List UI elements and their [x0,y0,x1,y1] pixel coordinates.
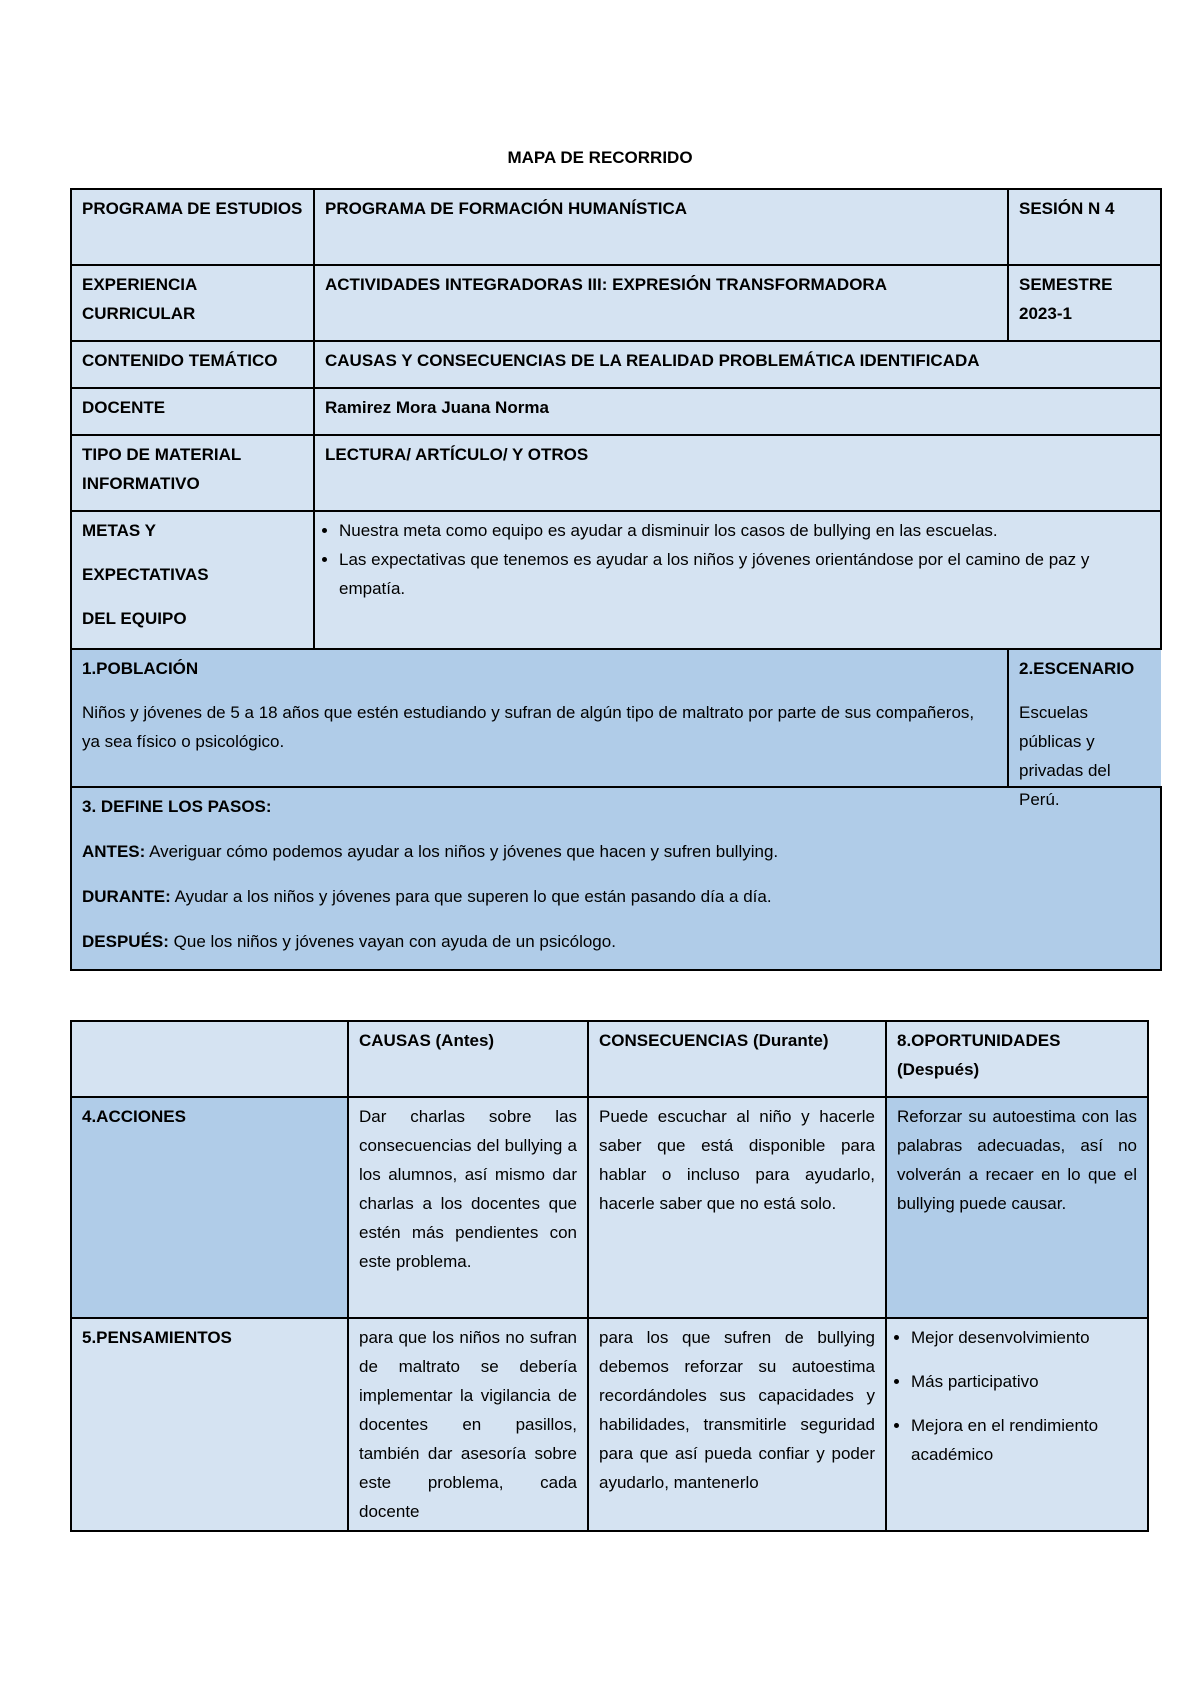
semestre-value: 2023-1 [1019,304,1072,323]
paso-durante: DURANTE: Ayudar a los niños y jóvenes para que superen lo que están pasando día a día. [82,887,772,906]
sesion-value: SESIÓN N 4 [1008,189,1161,265]
programa-label: PROGRAMA DE ESTUDIOS [71,189,314,265]
metas-label-line-1: METAS Y [82,521,156,540]
poblacion-label: 1.POBLACIÓN [82,659,199,678]
pasos-label: 3. DEFINE LOS PASOS: [82,797,272,816]
pensamientos-consecuencias: para los que sufren de bullying debemos reforzar su autoestima recordándoles sus capacidades y habilidades, transmitirle seguridad para que así pueda confiar y poder ayudarlo, mantenerlo [588,1318,886,1531]
oportunidad-item: • Más participativo [911,1367,1137,1396]
contenido-value: CAUSAS Y CONSECUENCIAS DE LA REALIDAD PROBLEMÁTICA IDENTIFICADA [314,341,1161,388]
escenario-text: Escuelas públicas y privadas del Perú. [1019,703,1111,809]
metas-label [71,511,314,649]
metas-item: • Las expectativas que tenemos es ayudar a los niños y jóvenes orientándose por el camino de paz y empatía. [339,545,1150,603]
programa-value: PROGRAMA DE FORMACIÓN HUMANÍSTICA [314,189,1008,265]
pasos-cell [71,787,1161,970]
metas-value [314,511,1161,649]
info-table [70,188,1162,971]
material-value: LECTURA/ ARTÍCULO/ Y OTROS [314,435,1161,511]
matrix-table [70,1020,1149,1532]
docente-label: DOCENTE [71,388,314,435]
acciones-oportunidades: Reforzar su autoestima con las palabras adecuadas, así no volverán a recaer en lo que el bullying puede causar. [886,1097,1148,1318]
acciones-consecuencias: Puede escuchar al niño y hacerle saber que está disponible para hablar o incluso para ayudarlo, hacerle saber que no está solo. [588,1097,886,1318]
metas-item: • Nuestra meta como equipo es ayudar a disminuir los casos de bullying en las escuelas. [339,516,1150,545]
col-oportunidades: 8.OPORTUNIDADES (Después) [886,1021,1148,1097]
paso-despues: DESPUÉS: Que los niños y jóvenes vayan con ayuda de un psicólogo. [82,932,616,951]
escenario-label: 2.ESCENARIO [1019,659,1135,678]
experiencia-value: ACTIVIDADES INTEGRADORAS III: EXPRESIÓN TRANSFORMADORA [314,265,1008,341]
acciones-causas: Dar charlas sobre las consecuencias del bullying a los alumnos, así mismo dar charlas a los docentes que estén más pendientes con este problema. [348,1097,588,1318]
escenario-box [1007,650,1161,809]
experiencia-label: EXPERIENCIA CURRICULAR [71,265,314,341]
semestre-label: SEMESTRE [1019,275,1113,294]
metas-label-line-2: EXPECTATIVAS [82,565,209,584]
poblacion-text: Niños y jóvenes de 5 a 18 años que estén estudiando y sufran de algún tipo de maltrato por parte de sus compañeros, ya sea físico o psicológico. [82,703,975,751]
semestre-cell [1008,265,1161,341]
paso-antes: ANTES: Averiguar cómo podemos ayudar a los niños y jóvenes que hacen y sufren bullying. [82,842,779,861]
poblacion-cell [71,649,1008,787]
metas-label-line-3: DEL EQUIPO [82,609,187,628]
docente-value: Ramirez Mora Juana Norma [314,388,1161,435]
acciones-label: 4.ACCIONES [71,1097,348,1318]
pensamientos-causas: para que los niños no sufran de maltrato se debería implementar la vigilancia de docentes en pasillos, también dar asesoría sobre este problema, cada docente [348,1318,588,1531]
material-label: TIPO DE MATERIAL INFORMATIVO [71,435,314,511]
document-title: MAPA DE RECORRIDO [507,148,693,167]
oportunidad-item: • Mejora en el rendimiento académico [911,1411,1137,1469]
col-consecuencias: CONSECUENCIAS (Durante) [588,1021,886,1097]
contenido-label: CONTENIDO TEMÁTICO [71,341,314,388]
oportunidad-item: • Mejor desenvolvimiento [911,1323,1137,1352]
matrix-corner [71,1021,348,1097]
pensamientos-oportunidades [886,1318,1148,1531]
pensamientos-label: 5.PENSAMIENTOS [71,1318,348,1531]
col-causas: CAUSAS (Antes) [348,1021,588,1097]
